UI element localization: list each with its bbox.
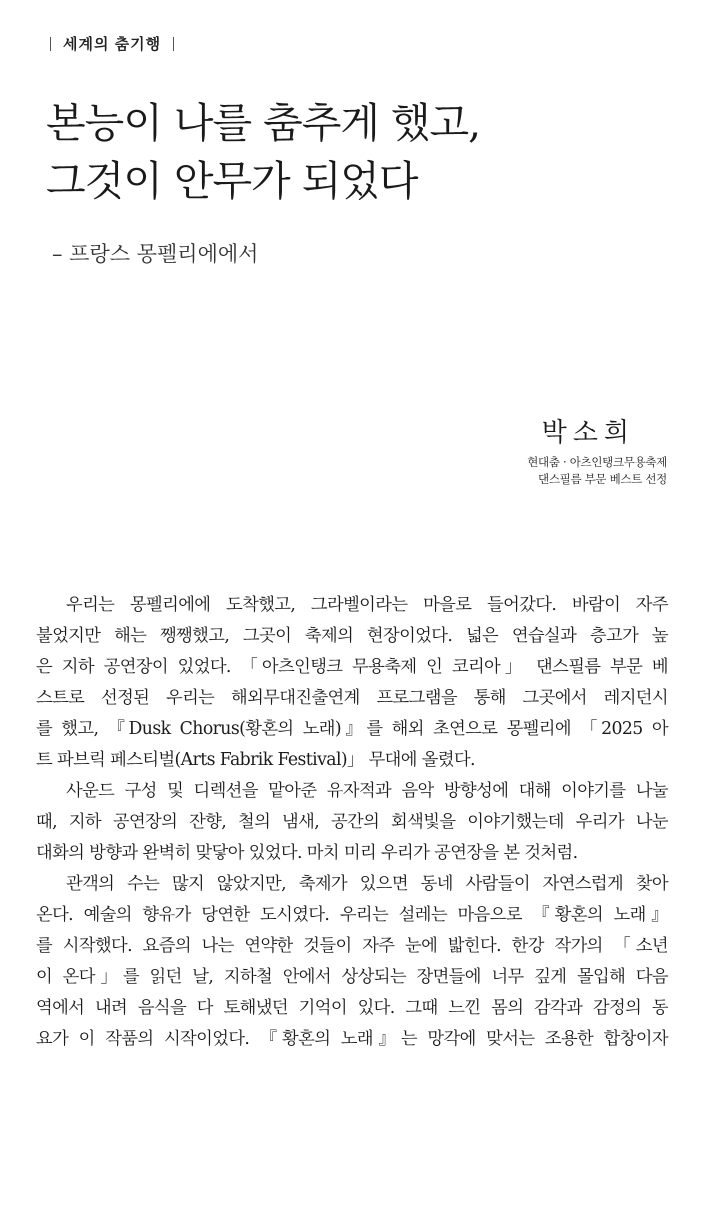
body-line: 관객의 수는 많지 않았지만, 축제가 있으면 동네 사람들이 자연스럽게 찾아 bbox=[66, 874, 668, 894]
body-line: 우리는 몽펠리에에 도착했고, 그라벨이라는 마을로 들어갔다. 바람이 자주 bbox=[66, 595, 668, 615]
body-line: 은 지하 공연장이 있었다. 「아츠인탱크 무용축제 인 코리아」 댄스필름 부문 베 bbox=[36, 657, 669, 677]
body-line: 를 시작했다. 요즘의 나는 연약한 것들이 자주 눈에 밟힌다. 한강 작가의 「소년 bbox=[36, 936, 668, 956]
body-line: 스트로 선정된 우리는 해외무대진출연계 프로그램을 통해 그곳에서 레지던시 bbox=[36, 688, 668, 708]
article-title bbox=[46, 94, 686, 210]
body-line: 역에서 내려 음식을 다 토해냈던 기억이 있다. 그때 느낀 몸의 감각과 감정의 동 bbox=[36, 998, 668, 1018]
section-tag-right-bar bbox=[173, 37, 174, 51]
article-body bbox=[36, 590, 668, 1055]
author-bio bbox=[527, 454, 667, 488]
body-line: 이 온다」를 읽던 날, 지하철 안에서 상상되는 장면들에 너무 깊게 몰입해 다음 bbox=[36, 967, 668, 987]
section-tag-label: 세계의 춤기행 bbox=[63, 36, 162, 53]
body-line: 불었지만 해는 쨍쨍했고, 그곳이 축제의 현장이었다. 넓은 연습실과 층고가 높 bbox=[36, 626, 668, 646]
body-line: 요가 이 작품의 시작이었다. 『황혼의 노래』는 망각에 맞서는 조용한 합창이자 bbox=[36, 1029, 668, 1049]
body-line: 대화의 방향과 완벽히 맞닿아 있었다. 마치 미리 우리가 공연장을 본 것처럼. bbox=[36, 843, 578, 863]
article-subtitle: – 프랑스 몽펠리에에서 bbox=[52, 242, 259, 266]
body-line: 트 파브릭 페스티벌(Arts Fabrik Festival)」 무대에 올렸다. bbox=[36, 750, 475, 770]
body-line: 를 했고, 『Dusk Chorus(황혼의 노래)』를 해외 초연으로 몽펠리에 「2025 아 bbox=[36, 719, 668, 739]
section-tag bbox=[50, 33, 174, 54]
body-line: 때, 지하 공연장의 잔향, 철의 냄새, 공간의 회색빛을 이야기했는데 우리가 나눈 bbox=[36, 812, 668, 832]
author-name: 박소희 bbox=[541, 418, 635, 448]
article-title-line-1: 본능이 나를 춤추게 했고, bbox=[46, 99, 481, 147]
body-line: 온다. 예술의 향유가 당연한 도시였다. 우리는 설레는 마음으로 『황혼의 노래』 bbox=[36, 905, 668, 925]
body-line: 사운드 구성 및 디렉션을 맡아준 유자적과 음악 방향성에 대해 이야기를 나눌 bbox=[66, 781, 668, 801]
section-tag-left-bar bbox=[50, 37, 51, 51]
author-bio-line-2: 댄스필름 부문 베스트 선정 bbox=[538, 472, 667, 486]
author-bio-line-1: 현대춤 · 아츠인탱크무용축제 bbox=[527, 455, 667, 469]
article-title-line-2: 그것이 안무가 되었다 bbox=[46, 157, 418, 205]
